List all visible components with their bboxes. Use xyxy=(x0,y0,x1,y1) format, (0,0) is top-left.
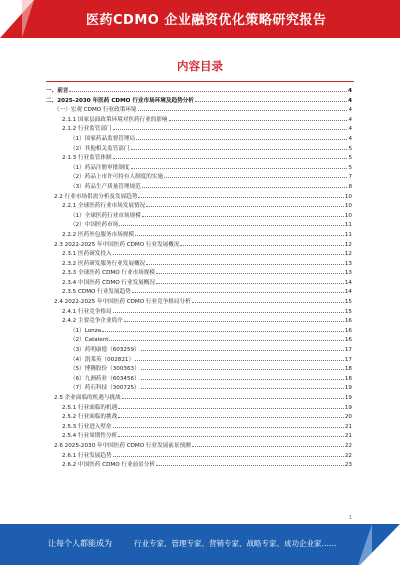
toc-entry-page: 19 xyxy=(344,385,352,392)
toc-entry-label: 2.3 2022-2025 年中国医药 CDMO 行业发展概况 xyxy=(54,241,180,248)
toc-entry-label: （一）宏观 CDMO 行业政策环境 xyxy=(54,107,137,114)
toc-entry[interactable] xyxy=(46,153,352,163)
report-header-banner xyxy=(0,0,400,38)
toc-entry[interactable] xyxy=(46,316,352,326)
toc-leader-dots xyxy=(192,446,344,447)
toc-entry-page: 5 xyxy=(348,145,352,152)
toc-entry-page: 4 xyxy=(348,135,352,142)
toc-entry-label: 2.3.3 全球医药 CDMO 行业市场规模 xyxy=(62,270,155,277)
toc-entry[interactable] xyxy=(46,163,352,173)
toc-entry[interactable] xyxy=(46,460,352,470)
toc-entry-page: 15 xyxy=(344,299,352,306)
toc-leader-dots xyxy=(195,101,347,102)
toc-leader-dots xyxy=(113,456,344,457)
toc-entry-page: 4 xyxy=(348,126,352,133)
toc-divider xyxy=(46,81,354,82)
toc-leader-dots xyxy=(122,398,344,399)
toc-leader-dots xyxy=(136,139,347,140)
toc-heading: 内容目录 xyxy=(177,59,223,73)
toc-entry-label: 2.2.2 医药外包服务市场规模 xyxy=(62,231,134,238)
toc-leader-dots xyxy=(180,245,343,246)
toc-entry-page: 14 xyxy=(344,289,352,296)
toc-entry[interactable] xyxy=(46,326,352,336)
toc-entry-label: 2.5.1 行业面临的机遇 xyxy=(62,404,118,411)
toc-entry-label: （3）药明康德（603259） xyxy=(70,347,140,354)
footer-banner xyxy=(0,524,400,565)
toc-entry-label: （1）国家药品监督管理局 xyxy=(70,135,136,142)
toc-entry-page: 19 xyxy=(344,404,352,411)
toc-leader-dots xyxy=(169,120,348,121)
toc-entry-label: 2.6.2 中国医药 CDMO 行业前景分析 xyxy=(62,462,155,469)
footer-slogan-lead: 让每个人都能成为 xyxy=(48,539,112,548)
toc-entry-label: 2.5.3 行业进入壁垒 xyxy=(62,423,112,430)
toc-entry[interactable] xyxy=(46,383,352,393)
toc-entry[interactable] xyxy=(46,355,352,365)
toc-entry[interactable] xyxy=(46,105,352,115)
toc-leader-dots xyxy=(156,283,344,284)
toc-entry-page: 4 xyxy=(348,116,352,123)
toc-leader-dots xyxy=(113,129,348,130)
toc-entry-page: 12 xyxy=(344,251,352,258)
toc-entry-page: 17 xyxy=(344,356,352,363)
toc-leader-dots xyxy=(138,197,343,198)
toc-entry-label: 2.5 企业面临的机遇与挑战 xyxy=(54,395,121,401)
toc-leader-dots xyxy=(109,340,343,341)
toc-leader-dots xyxy=(124,321,344,322)
toc-entry-label: 2.6 2025-2030 年中国医药 CDMO 行业发展前景预测 xyxy=(54,442,191,449)
toc-entry-page: 18 xyxy=(344,366,352,373)
toc-entry-label: 2.4.1 行业竞争格局 xyxy=(62,308,112,315)
toc-entry[interactable] xyxy=(46,364,352,374)
toc-entry-label: （4）凯莱英（002821） xyxy=(70,356,135,363)
toc-leader-dots xyxy=(141,350,344,351)
footer-white-corner xyxy=(360,524,400,565)
toc-entry-page: 10 xyxy=(344,203,352,210)
toc-entry-label: 二、2025-2030 年医药 CDMO 行业市场环境及趋势分析 xyxy=(46,97,194,104)
toc-entry-label: 2.1.3 行业监管体制 xyxy=(62,155,112,162)
toc-entry-label: 2.5.4 行业周期性分析 xyxy=(62,433,118,440)
toc-entry[interactable] xyxy=(46,201,352,211)
toc-leader-dots xyxy=(118,408,344,409)
toc-entry[interactable] xyxy=(46,403,352,413)
toc-leader-dots xyxy=(141,388,344,389)
toc-entry-page: 16 xyxy=(344,318,352,325)
toc-entry-label: （1）药品注册审批制度 xyxy=(70,164,130,171)
toc-leader-dots xyxy=(142,187,348,188)
toc-entry[interactable] xyxy=(46,422,352,432)
toc-entry[interactable] xyxy=(46,307,352,317)
toc-entry-label: （2）Catalent xyxy=(70,337,109,344)
toc-entry[interactable] xyxy=(46,172,352,182)
toc-entry-label: 2.3.1 医药研发投入 xyxy=(62,251,112,258)
toc-leader-dots xyxy=(131,149,348,150)
toc-entry-label: （2）其他相关监管部门 xyxy=(70,145,130,152)
toc-entry[interactable] xyxy=(46,393,352,403)
toc-entry-page: 18 xyxy=(344,375,352,382)
toc-leader-dots xyxy=(135,360,344,361)
toc-entry-page: 5 xyxy=(348,155,352,162)
toc-leader-dots xyxy=(113,158,348,159)
toc-leader-dots xyxy=(119,225,344,226)
toc-leader-dots xyxy=(164,177,347,178)
toc-entry[interactable] xyxy=(46,297,352,307)
toc-entry-label: 2.3.2 医药研发服务行业发展概况 xyxy=(62,260,146,267)
toc-leader-dots xyxy=(156,273,344,274)
footer-slogan-roles: 行业专家、管理专家、营销专家、战略专家、成功企业家…… xyxy=(134,539,337,548)
toc-entry-label: 2.4.2 主要竞争企业简介 xyxy=(62,318,123,325)
toc-entry[interactable] xyxy=(46,134,352,144)
toc-entry-label: 2.1.1 国家层面政策环境对医药行业的影响 xyxy=(62,116,168,123)
toc-entry-page: 11 xyxy=(344,222,352,229)
toc-leader-dots xyxy=(135,235,344,236)
toc-entry[interactable] xyxy=(46,412,352,422)
toc-leader-dots xyxy=(113,254,344,255)
toc-entry-label: （1）Lonza xyxy=(70,327,102,334)
toc-entry[interactable] xyxy=(46,335,352,345)
toc-entry[interactable] xyxy=(46,287,352,297)
toc-entry-page: 16 xyxy=(344,337,352,344)
toc-leader-dots xyxy=(113,427,344,428)
toc-leader-dots xyxy=(118,417,344,418)
toc-entry[interactable] xyxy=(46,144,352,154)
header-pink-stripe xyxy=(22,0,34,38)
toc-entry-page: 4 xyxy=(348,97,352,104)
toc-entry-page: 20 xyxy=(344,414,352,421)
toc-entry-label: （5）博腾股份（300363） xyxy=(70,366,140,373)
toc-entry-label: 一、前言 xyxy=(46,88,69,94)
toc-entry-page: 13 xyxy=(344,260,352,267)
toc-entry-label: （2）中国医药市场 xyxy=(70,222,119,229)
toc-entry[interactable] xyxy=(46,451,352,461)
toc-entry[interactable] xyxy=(46,124,352,134)
toc-entry-page: 16 xyxy=(344,327,352,334)
toc-entry[interactable] xyxy=(46,211,352,221)
toc-entry-page: 11 xyxy=(344,231,352,238)
toc-leader-dots xyxy=(113,312,344,313)
toc-entry-page: 4 xyxy=(348,88,352,94)
toc-leader-dots xyxy=(141,369,344,370)
toc-entry-label: （7）药石科技（300725） xyxy=(70,385,140,392)
toc-entry-page: 14 xyxy=(344,279,352,286)
toc-leader-dots xyxy=(138,110,348,111)
toc-leader-dots xyxy=(69,91,347,92)
table-of-contents xyxy=(46,86,352,470)
toc-entry-page: 15 xyxy=(344,308,352,315)
toc-entry-page: 5 xyxy=(348,164,352,171)
toc-entry-label: 2.5.2 行业面临的挑战 xyxy=(62,414,118,421)
toc-entry[interactable] xyxy=(46,96,352,106)
toc-entry-label: （2）药品上市许可持有人制度的实施 xyxy=(70,174,164,181)
toc-leader-dots xyxy=(102,331,344,332)
toc-leader-dots xyxy=(156,465,344,466)
toc-entry-page: 7 xyxy=(348,174,352,181)
toc-entry[interactable] xyxy=(46,374,352,384)
toc-entry[interactable] xyxy=(46,220,352,230)
toc-entry[interactable] xyxy=(46,86,352,96)
toc-entry-page: 13 xyxy=(344,270,352,277)
toc-entry[interactable] xyxy=(46,249,352,259)
toc-entry-page: 10 xyxy=(344,212,352,219)
page-number: 1 xyxy=(348,515,352,521)
toc-entry-page: 21 xyxy=(344,423,352,430)
toc-entry[interactable] xyxy=(46,268,352,278)
toc-leader-dots xyxy=(141,379,344,380)
toc-entry-label: 2.1.2 行业监管部门 xyxy=(62,126,112,133)
toc-entry-page: 17 xyxy=(344,347,352,354)
toc-leader-dots xyxy=(132,292,344,293)
toc-leader-dots xyxy=(131,168,348,169)
toc-entry[interactable] xyxy=(46,115,352,125)
toc-leader-dots xyxy=(146,264,344,265)
toc-leader-dots xyxy=(146,206,344,207)
toc-entry-page: 22 xyxy=(344,452,352,459)
toc-entry[interactable] xyxy=(46,431,352,441)
toc-entry-page: 19 xyxy=(344,395,352,401)
toc-entry-label: 2.6.1 行业发展趋势 xyxy=(62,452,112,459)
report-title: 医药CDMO 企业融资优化策略研究报告 xyxy=(86,13,327,28)
toc-entry-page: 4 xyxy=(348,107,352,114)
toc-entry[interactable] xyxy=(46,182,352,192)
toc-leader-dots xyxy=(118,436,344,437)
toc-entry-label: 2.3.4 中国医药 CDMO 行业发展概况 xyxy=(62,279,155,286)
toc-entry-page: 10 xyxy=(344,193,352,200)
toc-entry[interactable] xyxy=(46,441,352,451)
toc-entry[interactable] xyxy=(46,192,352,202)
toc-entry-label: 2.3.5 CDMO 行业发展趋势 xyxy=(62,289,131,296)
toc-entry-page: 22 xyxy=(344,442,352,449)
toc-leader-dots xyxy=(142,216,344,217)
toc-leader-dots xyxy=(192,302,344,303)
toc-entry-label: （3）药品生产质量管理规范 xyxy=(70,183,141,190)
toc-entry-label: （6）九洲药业（603456） xyxy=(70,375,140,382)
toc-entry-page: 12 xyxy=(344,241,352,248)
toc-entry-label: （1）全球医药行业市场规模 xyxy=(70,212,141,219)
toc-entry[interactable] xyxy=(46,240,352,250)
toc-entry-page: 21 xyxy=(344,433,352,440)
toc-entry-page: 8 xyxy=(348,183,352,190)
toc-entry[interactable] xyxy=(46,259,352,269)
toc-entry-label: 2.2.1 全球医药行业市场发展情况 xyxy=(62,203,146,210)
toc-entry[interactable] xyxy=(46,345,352,355)
toc-entry-page: 23 xyxy=(344,462,352,469)
toc-entry[interactable] xyxy=(46,278,352,288)
toc-entry[interactable] xyxy=(46,230,352,240)
toc-entry-label: 2.4 2022-2025 年中国医药 CDMO 行业竞争格局分析 xyxy=(54,299,191,306)
toc-entry-label: 2.2 行业市场供需分析及发展趋势 xyxy=(54,193,138,200)
